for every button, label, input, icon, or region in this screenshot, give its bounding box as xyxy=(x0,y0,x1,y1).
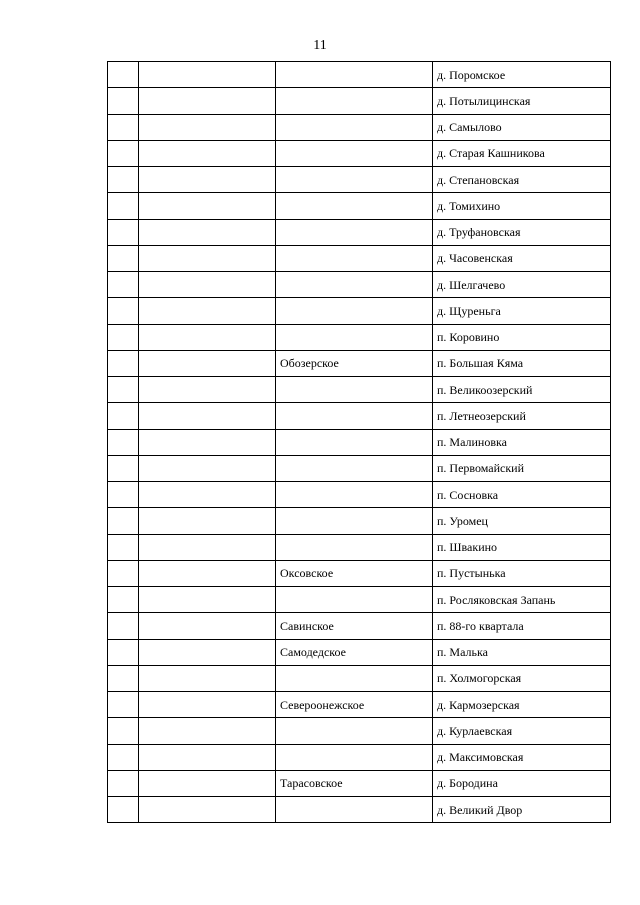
row-number-cell xyxy=(108,324,139,350)
locality-cell: п. Великоозерский xyxy=(433,377,611,403)
table-row xyxy=(108,403,611,429)
district-cell xyxy=(139,718,276,744)
table-row xyxy=(108,744,611,770)
locality-cell: д. Бородина xyxy=(433,770,611,796)
locality-cell: д. Поромское xyxy=(433,62,611,88)
locality-cell: д. Курлаевская xyxy=(433,718,611,744)
locality-cell: п. Первомайский xyxy=(433,455,611,481)
locality-cell: д. Великий Двор xyxy=(433,797,611,823)
settlement-cell xyxy=(276,429,433,455)
table-row xyxy=(108,718,611,744)
table-row xyxy=(108,219,611,245)
settlement-cell xyxy=(276,88,433,114)
table-row xyxy=(108,665,611,691)
locality-cell: п. Швакино xyxy=(433,534,611,560)
table-row xyxy=(108,613,611,639)
settlement-cell xyxy=(276,245,433,271)
row-number-cell xyxy=(108,508,139,534)
district-cell xyxy=(139,560,276,586)
settlement-cell xyxy=(276,403,433,429)
table-row xyxy=(108,298,611,324)
district-cell xyxy=(139,692,276,718)
locality-cell: п. Росляковская Запань xyxy=(433,587,611,613)
settlement-cell xyxy=(276,219,433,245)
district-cell xyxy=(139,272,276,298)
locality-cell: п. Малька xyxy=(433,639,611,665)
district-cell xyxy=(139,665,276,691)
settlement-cell xyxy=(276,62,433,88)
locality-cell: д. Максимовская xyxy=(433,744,611,770)
locality-cell: п. Малиновка xyxy=(433,429,611,455)
table-row xyxy=(108,88,611,114)
row-number-cell xyxy=(108,193,139,219)
settlement-cell: Североонежское xyxy=(276,692,433,718)
table-row xyxy=(108,324,611,350)
settlement-cell xyxy=(276,665,433,691)
table-row xyxy=(108,193,611,219)
district-cell xyxy=(139,298,276,324)
settlement-cell xyxy=(276,324,433,350)
table-row xyxy=(108,797,611,823)
table-row xyxy=(108,639,611,665)
page-number: 11 xyxy=(313,38,327,53)
locality-cell: д. Старая Кашникова xyxy=(433,140,611,166)
row-number-cell xyxy=(108,88,139,114)
row-number-cell xyxy=(108,534,139,560)
settlement-cell: Савинское xyxy=(276,613,433,639)
table-row xyxy=(108,508,611,534)
row-number-cell xyxy=(108,429,139,455)
table-row xyxy=(108,770,611,796)
row-number-cell xyxy=(108,665,139,691)
locality-cell: п. Пустынька xyxy=(433,560,611,586)
district-cell xyxy=(139,455,276,481)
settlement-cell xyxy=(276,508,433,534)
row-number-cell xyxy=(108,455,139,481)
district-cell xyxy=(139,639,276,665)
locality-cell: д. Труфановская xyxy=(433,219,611,245)
row-number-cell xyxy=(108,482,139,508)
district-cell xyxy=(139,88,276,114)
locality-cell: д. Щуреньга xyxy=(433,298,611,324)
locality-cell: д. Степановская xyxy=(433,167,611,193)
table-row xyxy=(108,62,611,88)
locality-cell: п. Большая Кяма xyxy=(433,350,611,376)
district-cell xyxy=(139,245,276,271)
settlement-cell: Оксовское xyxy=(276,560,433,586)
settlement-cell xyxy=(276,140,433,166)
settlement-cell xyxy=(276,797,433,823)
table-row xyxy=(108,482,611,508)
row-number-cell xyxy=(108,613,139,639)
locality-cell: п. Сосновка xyxy=(433,482,611,508)
settlement-cell xyxy=(276,167,433,193)
district-cell xyxy=(139,482,276,508)
table-row xyxy=(108,587,611,613)
row-number-cell xyxy=(108,167,139,193)
localities-table xyxy=(107,61,611,823)
locality-cell: д. Томихино xyxy=(433,193,611,219)
locality-cell: д. Часовенская xyxy=(433,245,611,271)
table-row xyxy=(108,560,611,586)
district-cell xyxy=(139,534,276,560)
row-number-cell xyxy=(108,744,139,770)
settlement-cell xyxy=(276,272,433,298)
row-number-cell xyxy=(108,403,139,429)
row-number-cell xyxy=(108,770,139,796)
row-number-cell xyxy=(108,639,139,665)
district-cell xyxy=(139,219,276,245)
row-number-cell xyxy=(108,377,139,403)
settlement-cell xyxy=(276,377,433,403)
settlement-cell xyxy=(276,482,433,508)
table-row xyxy=(108,455,611,481)
locality-cell: п. Летнеозерский xyxy=(433,403,611,429)
settlement-cell xyxy=(276,744,433,770)
settlement-cell: Самодедское xyxy=(276,639,433,665)
row-number-cell xyxy=(108,587,139,613)
row-number-cell xyxy=(108,272,139,298)
locality-cell: п. Холмогорская xyxy=(433,665,611,691)
district-cell xyxy=(139,114,276,140)
district-cell xyxy=(139,350,276,376)
district-cell xyxy=(139,587,276,613)
settlement-cell xyxy=(276,534,433,560)
district-cell xyxy=(139,403,276,429)
table-row xyxy=(108,350,611,376)
row-number-cell xyxy=(108,114,139,140)
row-number-cell xyxy=(108,692,139,718)
district-cell xyxy=(139,140,276,166)
settlement-cell: Тарасовское xyxy=(276,770,433,796)
district-cell xyxy=(139,613,276,639)
district-cell xyxy=(139,508,276,534)
district-cell xyxy=(139,770,276,796)
locality-cell: д. Самылово xyxy=(433,114,611,140)
settlement-cell: Обозерское xyxy=(276,350,433,376)
settlement-cell xyxy=(276,298,433,324)
settlement-cell xyxy=(276,193,433,219)
district-cell xyxy=(139,62,276,88)
district-cell xyxy=(139,324,276,350)
table-row xyxy=(108,272,611,298)
district-cell xyxy=(139,167,276,193)
table-row xyxy=(108,534,611,560)
settlement-cell xyxy=(276,718,433,744)
settlement-cell xyxy=(276,455,433,481)
table-row xyxy=(108,167,611,193)
table-row xyxy=(108,140,611,166)
settlement-cell xyxy=(276,587,433,613)
district-cell xyxy=(139,744,276,770)
table-row xyxy=(108,692,611,718)
row-number-cell xyxy=(108,797,139,823)
row-number-cell xyxy=(108,718,139,744)
locality-cell: п. 88-го квартала xyxy=(433,613,611,639)
row-number-cell xyxy=(108,350,139,376)
table-row xyxy=(108,114,611,140)
district-cell xyxy=(139,377,276,403)
row-number-cell xyxy=(108,140,139,166)
table-body xyxy=(108,62,611,823)
row-number-cell xyxy=(108,245,139,271)
table-row xyxy=(108,377,611,403)
district-cell xyxy=(139,797,276,823)
table-row xyxy=(108,429,611,455)
district-cell xyxy=(139,193,276,219)
locality-cell: д. Потылицинская xyxy=(433,88,611,114)
locality-cell: п. Коровино xyxy=(433,324,611,350)
table-row xyxy=(108,245,611,271)
row-number-cell xyxy=(108,298,139,324)
locality-cell: д. Кармозерская xyxy=(433,692,611,718)
district-cell xyxy=(139,429,276,455)
row-number-cell xyxy=(108,219,139,245)
locality-cell: п. Уромец xyxy=(433,508,611,534)
row-number-cell xyxy=(108,560,139,586)
row-number-cell xyxy=(108,62,139,88)
locality-cell: д. Шелгачево xyxy=(433,272,611,298)
settlement-cell xyxy=(276,114,433,140)
